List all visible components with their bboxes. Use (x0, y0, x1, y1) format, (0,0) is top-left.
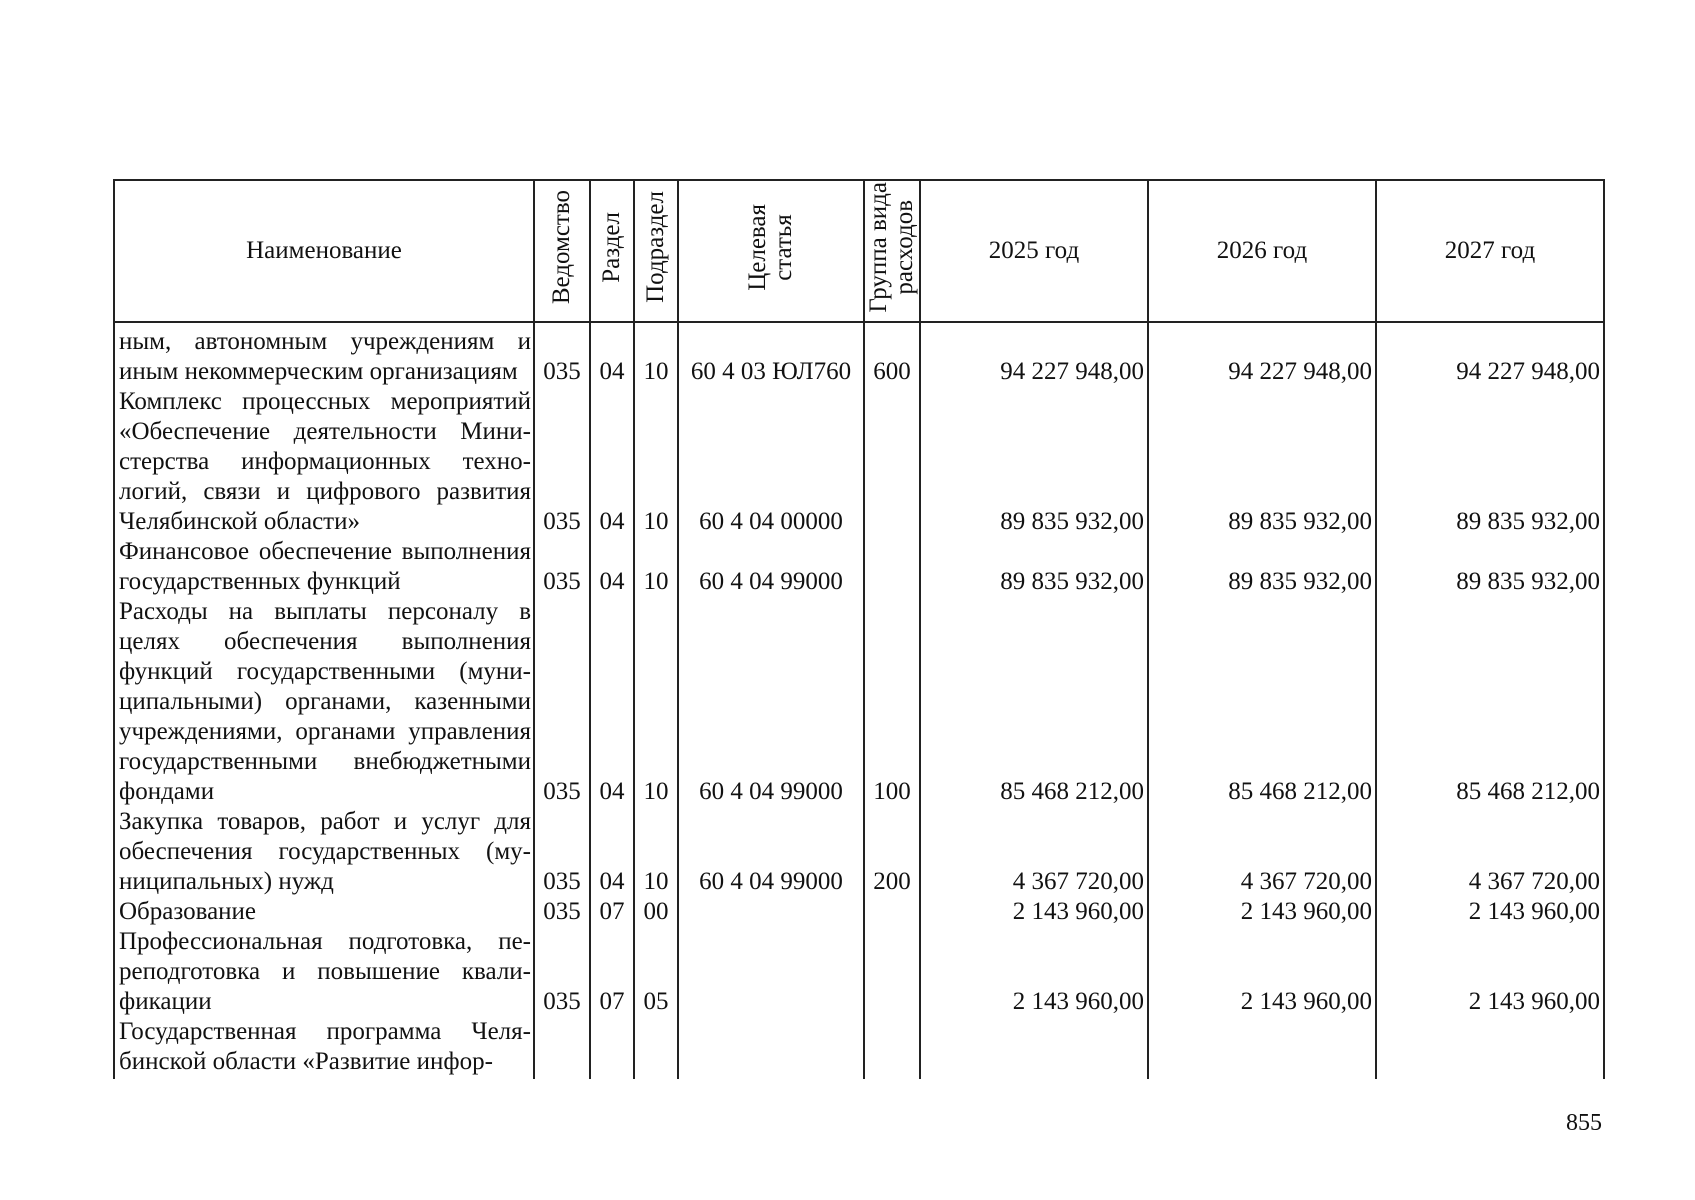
table-row (114, 537, 1604, 597)
row-podrazdel: 05 (634, 927, 678, 1017)
row-amount-2027: 89 835 932,00 (1376, 387, 1604, 537)
header-year-2026 (1148, 180, 1376, 322)
row-gruppa (864, 1017, 920, 1079)
header-gruppa-label (866, 182, 918, 313)
row-vedomstvo (534, 1017, 590, 1079)
row-amount-2026: 89 835 932,00 (1148, 537, 1376, 597)
header-gruppa-line2: расходов (891, 199, 918, 295)
row-podrazdel: 10 (634, 537, 678, 597)
row-amount-2025 (920, 1017, 1148, 1079)
header-year-2027 (1376, 180, 1604, 322)
header-gruppa-vida-rashodov (864, 180, 920, 322)
table-row (114, 597, 1604, 807)
row-podrazdel: 10 (634, 597, 678, 807)
table-row (114, 1017, 1604, 1079)
row-name: Финансовое обеспечение выполнения государственных функций (114, 537, 534, 597)
header-celevaya-statya (678, 180, 864, 322)
row-amount-2027 (1376, 1017, 1604, 1079)
header-year-2025 (920, 180, 1148, 322)
row-vedomstvo: 035 (534, 597, 590, 807)
row-amount-2027: 2 143 960,00 (1376, 897, 1604, 927)
table-row (114, 322, 1604, 387)
header-year-2027-label: 2027 год (1444, 237, 1536, 264)
row-amount-2027: 89 835 932,00 (1376, 537, 1604, 597)
table-row (114, 387, 1604, 537)
row-amount-2026: 2 143 960,00 (1148, 927, 1376, 1017)
row-amount-2025: 89 835 932,00 (920, 537, 1148, 597)
row-celevaya-statya: 60 4 03 ЮЛ760 (678, 322, 864, 387)
header-year-2026-label: 2026 год (1216, 237, 1308, 264)
row-amount-2025: 2 143 960,00 (920, 927, 1148, 1017)
header-name (114, 180, 534, 322)
table-row (114, 897, 1604, 927)
header-year-2025-label: 2025 год (988, 237, 1080, 264)
row-amount-2027: 4 367 720,00 (1376, 807, 1604, 897)
row-razdel: 07 (590, 927, 634, 1017)
row-celevaya-statya (678, 1017, 864, 1079)
row-podrazdel (634, 1017, 678, 1079)
row-podrazdel: 10 (634, 322, 678, 387)
budget-table (113, 179, 1605, 1079)
row-amount-2027: 2 143 960,00 (1376, 927, 1604, 1017)
row-razdel: 04 (590, 807, 634, 897)
row-name: Комплекс процессных мероприятий «Обеспечение деятельности Министерства информационных технологий, связи и цифрового развития Челябинской области» (114, 387, 534, 537)
row-celevaya-statya (678, 927, 864, 1017)
row-celevaya-statya: 60 4 04 00000 (678, 387, 864, 537)
row-amount-2025: 85 468 212,00 (920, 597, 1148, 807)
row-celevaya-statya: 60 4 04 99000 (678, 597, 864, 807)
row-amount-2026: 4 367 720,00 (1148, 807, 1376, 897)
row-celevaya-statya: 60 4 04 99000 (678, 807, 864, 897)
row-razdel: 04 (590, 537, 634, 597)
row-name: Профессиональная подготовка, переподготовка и повышение квалификации (114, 927, 534, 1017)
row-vedomstvo: 035 (534, 387, 590, 537)
table-header-row (114, 180, 1604, 322)
table-row (114, 927, 1604, 1017)
row-name: Закупка товаров, работ и услуг для обеспечения государственных (муниципальных) нужд (114, 807, 534, 897)
header-podrazdel (634, 180, 678, 322)
row-podrazdel: 00 (634, 897, 678, 927)
row-name: Расходы на выплаты персоналу в целях обеспечения выполнения функций государственными (муниципальными) органами, казенными учреждениями, органами управления государственными внебюджетными фондами (114, 597, 534, 807)
row-gruppa (864, 927, 920, 1017)
header-celevaya-line2: статья (770, 213, 797, 281)
header-celevaya-line1: Целевая (744, 203, 771, 291)
row-celevaya-statya (678, 897, 864, 927)
row-amount-2025: 4 367 720,00 (920, 807, 1148, 897)
header-vedomstvo-label: Ведомство (548, 189, 575, 305)
row-name: Образование (114, 897, 534, 927)
row-razdel: 07 (590, 897, 634, 927)
row-amount-2025: 94 227 948,00 (920, 322, 1148, 387)
row-amount-2026 (1148, 1017, 1376, 1079)
row-vedomstvo: 035 (534, 807, 590, 897)
row-amount-2025: 2 143 960,00 (920, 897, 1148, 927)
row-name: ным, автономным учреждениям и иным некоммерческим организациям (114, 322, 534, 387)
row-vedomstvo: 035 (534, 322, 590, 387)
table-row (114, 807, 1604, 897)
header-name-label: Наименование (246, 237, 402, 264)
header-vedomstvo (534, 180, 590, 322)
row-gruppa: 200 (864, 807, 920, 897)
row-gruppa: 600 (864, 322, 920, 387)
row-gruppa (864, 537, 920, 597)
row-amount-2025: 89 835 932,00 (920, 387, 1148, 537)
row-amount-2026: 89 835 932,00 (1148, 387, 1376, 537)
row-amount-2026: 85 468 212,00 (1148, 597, 1376, 807)
row-amount-2026: 94 227 948,00 (1148, 322, 1376, 387)
row-vedomstvo: 035 (534, 927, 590, 1017)
row-vedomstvo: 035 (534, 897, 590, 927)
header-celevaya-label (745, 204, 797, 291)
row-amount-2027: 94 227 948,00 (1376, 322, 1604, 387)
header-podrazdel-label: Подраздел (642, 191, 669, 303)
row-razdel: 04 (590, 597, 634, 807)
header-razdel (590, 180, 634, 322)
row-name: Государственная программа Челябинской области «Развитие инфор- (114, 1017, 534, 1079)
row-gruppa: 100 (864, 597, 920, 807)
row-podrazdel: 10 (634, 387, 678, 537)
row-gruppa (864, 387, 920, 537)
row-amount-2026: 2 143 960,00 (1148, 897, 1376, 927)
row-podrazdel: 10 (634, 807, 678, 897)
row-razdel: 04 (590, 387, 634, 537)
page-number: 855 (1566, 1110, 1602, 1136)
header-gruppa-line1: Группа вида (865, 181, 892, 313)
row-gruppa (864, 897, 920, 927)
row-celevaya-statya: 60 4 04 99000 (678, 537, 864, 597)
row-razdel (590, 1017, 634, 1079)
row-vedomstvo: 035 (534, 537, 590, 597)
header-razdel-label: Раздел (598, 211, 625, 283)
row-amount-2027: 85 468 212,00 (1376, 597, 1604, 807)
row-razdel: 04 (590, 322, 634, 387)
